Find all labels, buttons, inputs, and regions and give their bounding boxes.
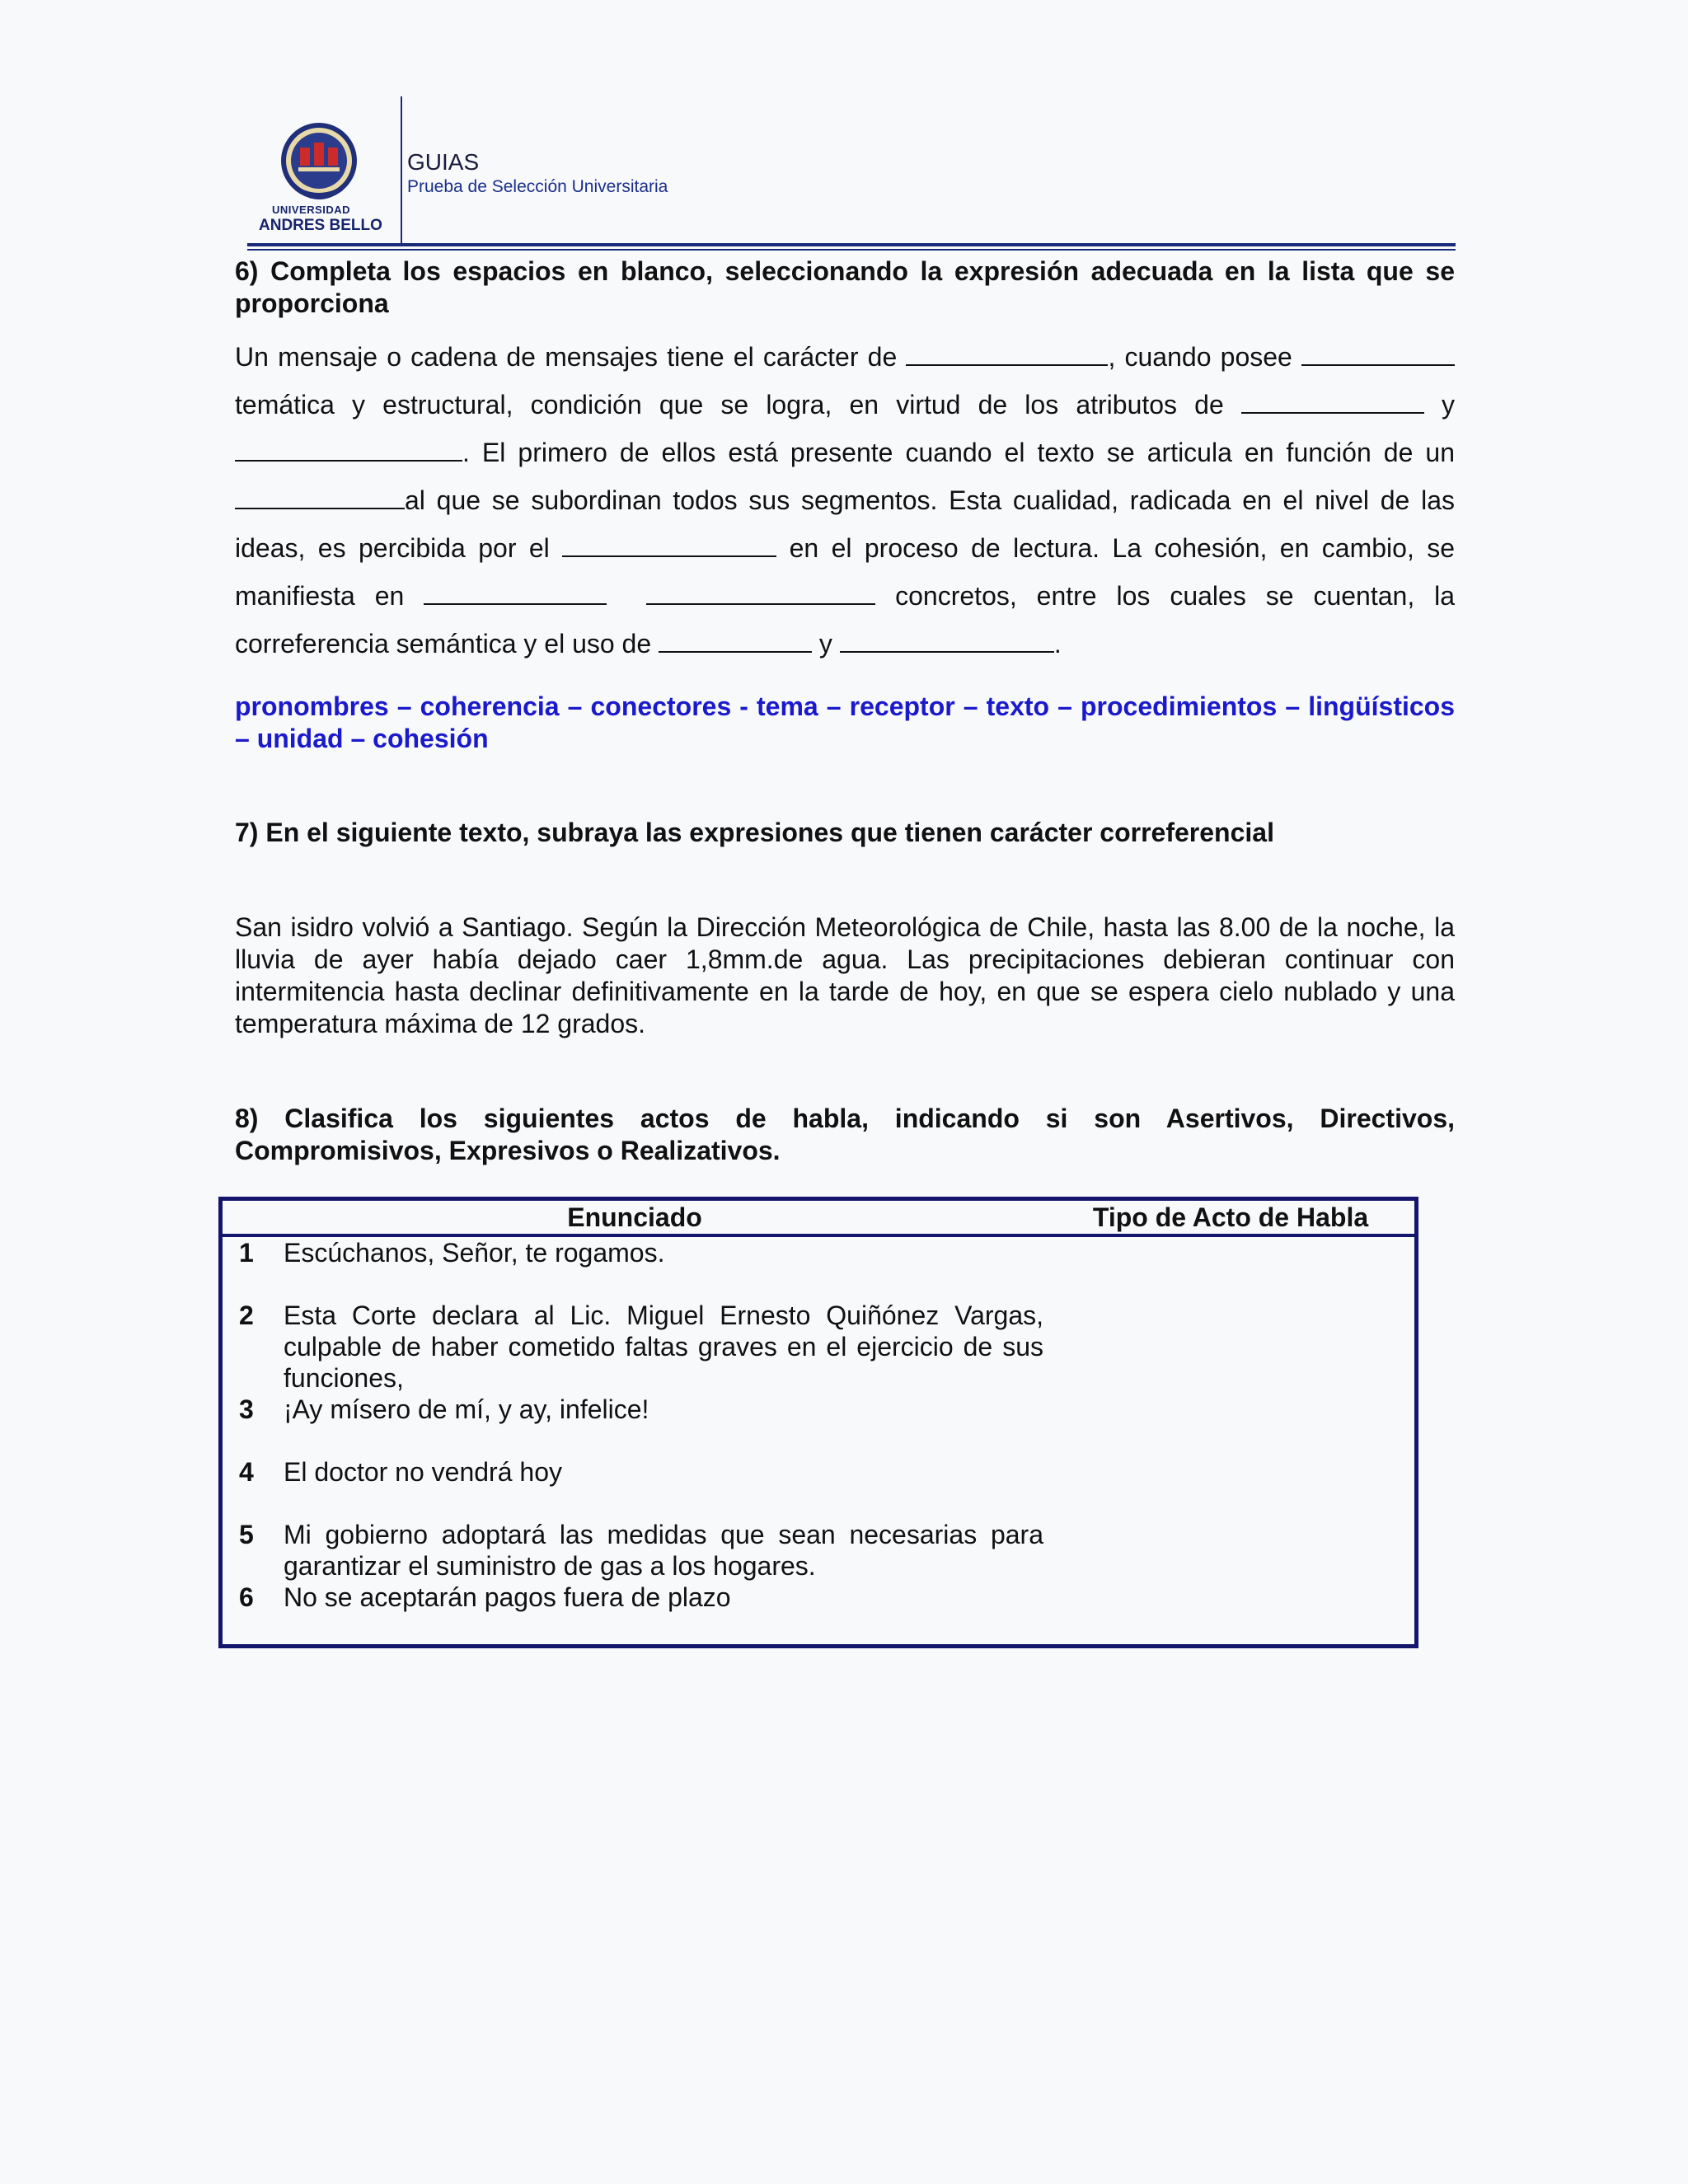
table-row xyxy=(221,1235,1417,1300)
q6-text: Un mensaje o cadena de mensajes tiene el carácter de xyxy=(235,342,898,372)
row-number: 5 xyxy=(239,1520,254,1549)
q6-word-list: pronombres – coherencia – conectores - tema – receptor – texto – procedimientos – lingüísticos – unidad – cohesión xyxy=(235,691,1455,753)
header-title: GUIAS xyxy=(407,149,480,175)
q6-text: temática y estructural, condición que se logra, en virtud de los atributos de xyxy=(235,390,1224,419)
q6-text: y xyxy=(818,629,832,658)
blank-field[interactable] xyxy=(424,580,607,605)
row-number: 4 xyxy=(239,1457,254,1487)
worksheet-content xyxy=(235,255,1455,1648)
q7-text[interactable]: San isidro volvió a Santiago. Según la Dirección Meteorológica de Chile, hasta las 8.00 de la noche, la lluvia de ayer había dejado caer 1,8mm.de agua. Las precipitaciones debieran continuar con intermitencia hasta declinar definitivamente en la tarde de hoy, en que se espera cielo nublado y una temperatura máxima de 12 grados. xyxy=(235,912,1455,1038)
q6-title: 6) Completa los espacios en blanco, seleccionando la expresión adecuada en la lista que se proporciona xyxy=(235,256,1455,318)
answer-cell[interactable] xyxy=(1047,1519,1417,1582)
page-header xyxy=(247,95,1456,251)
q6-paragraph xyxy=(235,333,1455,668)
table-header-row xyxy=(221,1199,1417,1236)
table-row xyxy=(221,1300,1417,1394)
col-header-enunciado: Enunciado xyxy=(221,1199,1048,1236)
row-statement: Escúchanos, Señor, te rogamos. xyxy=(284,1238,665,1268)
row-number: 3 xyxy=(239,1394,254,1424)
table-row xyxy=(221,1582,1417,1647)
row-statement: No se aceptarán pagos fuera de plazo xyxy=(284,1582,731,1612)
q6-text: al que se subordinan todos sus segmentos. Esta cualidad, radicada en el nivel de las ideas, es percibida por el xyxy=(235,485,1455,563)
answer-cell[interactable] xyxy=(1047,1300,1417,1394)
blank-field[interactable] xyxy=(906,341,1108,366)
header-divider xyxy=(401,96,402,243)
row-statement: ¡Ay mísero de mí, y ay, infelice! xyxy=(284,1394,649,1424)
row-number: 2 xyxy=(239,1301,254,1330)
q7-title: 7) En el siguiente texto, subraya las expresiones que tienen carácter correferencial xyxy=(235,818,1274,847)
blank-field[interactable] xyxy=(1301,341,1455,366)
blank-field[interactable] xyxy=(235,437,462,462)
col-header-tipo: Tipo de Acto de Habla xyxy=(1047,1199,1417,1236)
row-statement: Esta Corte declara al Lic. Miguel Ernesto Quiñónez Vargas, culpable de haber cometido faltas graves en el ejercicio de sus funciones, xyxy=(284,1301,1043,1393)
logo-text-name: ANDRES BELLO xyxy=(259,217,382,234)
answer-cell[interactable] xyxy=(1047,1394,1417,1456)
blank-field[interactable] xyxy=(562,532,776,557)
answer-cell[interactable] xyxy=(1047,1582,1417,1647)
q6-text: y xyxy=(1442,390,1456,419)
row-number: 6 xyxy=(239,1582,254,1612)
header-subtitle: Prueba de Selección Universitaria xyxy=(407,177,668,196)
blank-field[interactable] xyxy=(659,628,812,653)
table-row xyxy=(221,1519,1417,1582)
row-number: 1 xyxy=(239,1238,254,1268)
blank-field[interactable] xyxy=(646,580,875,605)
q6-text: . xyxy=(1053,629,1062,658)
row-statement: El doctor no vendrá hoy xyxy=(284,1457,562,1487)
speech-acts-table xyxy=(218,1197,1418,1648)
q6-text: , cuando posee xyxy=(1108,342,1292,372)
table-row xyxy=(221,1394,1417,1456)
q6-text: en el proceso de lectura. La cohesión, en cambio, se manifiesta en xyxy=(235,533,1456,611)
q6-text: concretos, entre los cuales se cuentan, la correferencia semántica y el uso de xyxy=(235,581,1456,658)
answer-cell[interactable] xyxy=(1047,1235,1417,1300)
header-rule xyxy=(247,243,1456,246)
answer-cell[interactable] xyxy=(1047,1456,1417,1519)
blank-field[interactable] xyxy=(1241,389,1424,414)
row-statement: Mi gobierno adoptará las medidas que sean necesarias para garantizar el suministro de gas a los hogares. xyxy=(284,1520,1043,1581)
blank-field[interactable] xyxy=(235,485,405,509)
q6-text: . El primero de ellos está presente cuando el texto se articula en función de un xyxy=(462,438,1455,467)
q8-title: 8) Clasifica los siguientes actos de habla, indicando si son Asertivos, Directivos, Compromisivos, Expresivos o Realizativos. xyxy=(235,1104,1455,1165)
table-row xyxy=(221,1456,1417,1519)
blank-field[interactable] xyxy=(840,628,1054,653)
logo-text-university: UNIVERSIDAD xyxy=(272,204,351,216)
header-rule-thin xyxy=(247,249,1456,251)
